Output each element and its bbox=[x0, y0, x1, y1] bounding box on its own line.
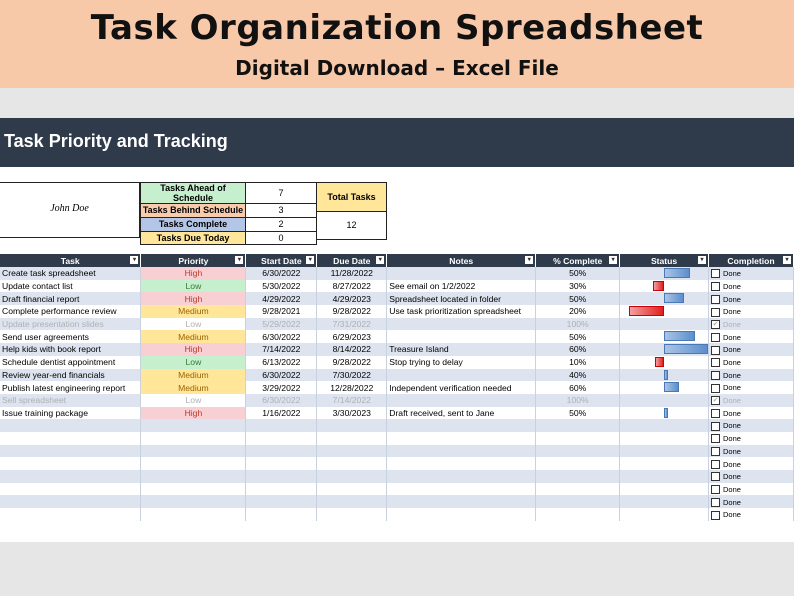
done-checkbox[interactable] bbox=[711, 472, 720, 481]
priority-cell[interactable] bbox=[141, 432, 246, 445]
start-date[interactable] bbox=[246, 508, 317, 521]
priority-cell[interactable]: Low bbox=[141, 394, 246, 407]
summary-label: Tasks Due Today bbox=[141, 231, 246, 245]
done-checkbox[interactable]: ✔ bbox=[712, 321, 719, 329]
column-header-label: Due Date bbox=[333, 255, 371, 266]
priority-cell[interactable]: Medium bbox=[141, 381, 246, 394]
notes-cell[interactable] bbox=[387, 508, 536, 521]
status-bar-cell bbox=[620, 394, 709, 407]
task-name[interactable]: Help kids with book report bbox=[0, 343, 141, 356]
start-date[interactable]: 6/30/2022 bbox=[246, 369, 317, 382]
priority-cell[interactable]: High bbox=[141, 407, 246, 420]
percent-complete[interactable]: 40% bbox=[536, 369, 620, 382]
status-bar-cell bbox=[620, 407, 709, 420]
start-date[interactable]: 6/30/2022 bbox=[246, 330, 317, 343]
done-checkbox[interactable] bbox=[711, 434, 720, 443]
notes-cell[interactable] bbox=[387, 470, 536, 483]
column-header-label: Notes bbox=[449, 255, 474, 266]
status-bar bbox=[664, 268, 690, 278]
promo-banner bbox=[0, 0, 794, 88]
done-checkbox[interactable] bbox=[711, 511, 720, 520]
completion-cell[interactable] bbox=[709, 330, 794, 343]
notes-cell[interactable]: Independent verification needed bbox=[387, 381, 536, 394]
task-row bbox=[0, 508, 794, 521]
start-date[interactable]: 6/13/2022 bbox=[246, 356, 317, 369]
summary-value[interactable]: 0 bbox=[246, 231, 317, 245]
due-date[interactable]: 8/14/2022 bbox=[317, 343, 387, 356]
notes-cell[interactable] bbox=[387, 318, 536, 331]
done-label: Done bbox=[723, 358, 741, 368]
task-table bbox=[0, 254, 794, 521]
notes-cell[interactable] bbox=[387, 432, 536, 445]
completion-cell[interactable] bbox=[709, 356, 794, 369]
percent-complete[interactable] bbox=[536, 457, 620, 470]
done-checkbox[interactable] bbox=[711, 409, 720, 418]
task-name[interactable]: Sell spreadsheet bbox=[0, 394, 141, 407]
due-date[interactable]: 8/27/2022 bbox=[317, 280, 387, 293]
due-date[interactable]: 6/29/2023 bbox=[317, 330, 387, 343]
due-date[interactable] bbox=[317, 495, 387, 508]
task-row bbox=[0, 330, 794, 343]
status-bar-cell bbox=[620, 267, 709, 280]
priority-cell[interactable] bbox=[141, 508, 246, 521]
due-date[interactable] bbox=[317, 508, 387, 521]
due-date[interactable] bbox=[317, 483, 387, 496]
status-bar bbox=[664, 370, 668, 380]
notes-cell[interactable] bbox=[387, 445, 536, 458]
summary-table bbox=[140, 182, 317, 245]
completion-cell[interactable] bbox=[709, 419, 794, 432]
summary-row bbox=[141, 231, 317, 245]
done-label: Done bbox=[723, 459, 741, 469]
percent-complete[interactable]: 100% bbox=[536, 318, 620, 331]
done-label: Done bbox=[723, 383, 741, 393]
summary-row bbox=[141, 217, 317, 231]
status-bar bbox=[629, 306, 664, 316]
start-date[interactable]: 7/14/2022 bbox=[246, 343, 317, 356]
status-bar-cell[interactable] bbox=[620, 483, 709, 496]
priority-cell[interactable]: High bbox=[141, 343, 246, 356]
done-label: Done bbox=[723, 421, 741, 431]
task-row bbox=[0, 419, 794, 432]
summary-value[interactable]: 2 bbox=[246, 217, 317, 231]
task-row bbox=[0, 394, 794, 407]
owner-cell[interactable] bbox=[0, 182, 140, 238]
percent-complete[interactable] bbox=[536, 445, 620, 458]
status-bar bbox=[664, 331, 695, 341]
priority-cell[interactable]: High bbox=[141, 292, 246, 305]
task-name[interactable]: Issue training package bbox=[0, 407, 141, 420]
done-checkbox[interactable]: ✔ bbox=[712, 397, 719, 405]
notes-cell[interactable]: See email on 1/2/2022 bbox=[387, 280, 536, 293]
completion-cell[interactable] bbox=[709, 280, 794, 293]
task-name[interactable] bbox=[0, 508, 141, 521]
due-date[interactable] bbox=[317, 457, 387, 470]
task-name[interactable] bbox=[0, 495, 141, 508]
column-header[interactable] bbox=[536, 254, 620, 267]
done-label: Done bbox=[723, 510, 741, 520]
filter-dropdown-icon[interactable]: ▾ bbox=[130, 256, 138, 264]
due-date[interactable] bbox=[317, 470, 387, 483]
column-header[interactable] bbox=[317, 254, 387, 267]
column-header-label: Task bbox=[60, 255, 80, 266]
completion-cell[interactable] bbox=[709, 318, 794, 331]
notes-cell[interactable]: Treasure Island bbox=[387, 343, 536, 356]
start-date[interactable]: 4/29/2022 bbox=[246, 292, 317, 305]
status-bar-cell bbox=[620, 343, 709, 356]
column-header-label: Completion bbox=[727, 255, 775, 266]
completion-cell[interactable] bbox=[709, 343, 794, 356]
status-bar-cell bbox=[620, 381, 709, 394]
priority-cell[interactable] bbox=[141, 419, 246, 432]
status-bar-cell bbox=[620, 330, 709, 343]
done-checkbox[interactable] bbox=[711, 358, 720, 367]
completion-cell[interactable] bbox=[709, 381, 794, 394]
column-header-label: Priority bbox=[178, 255, 209, 266]
done-checkbox[interactable] bbox=[711, 282, 720, 291]
task-row bbox=[0, 445, 794, 458]
completion-cell[interactable] bbox=[709, 432, 794, 445]
done-label: Done bbox=[723, 396, 741, 406]
percent-complete[interactable]: 50% bbox=[536, 330, 620, 343]
status-bar-cell[interactable] bbox=[620, 508, 709, 521]
task-name[interactable]: Review year-end financials bbox=[0, 369, 141, 382]
start-date[interactable] bbox=[246, 495, 317, 508]
priority-cell[interactable] bbox=[141, 457, 246, 470]
due-date[interactable]: 7/14/2022 bbox=[317, 394, 387, 407]
task-row bbox=[0, 483, 794, 496]
done-label: Done bbox=[723, 320, 741, 330]
spreadsheet bbox=[0, 118, 794, 542]
notes-cell[interactable] bbox=[387, 369, 536, 382]
completion-cell[interactable] bbox=[709, 483, 794, 496]
task-name[interactable]: Publish latest engineering report bbox=[0, 381, 141, 394]
done-checkbox[interactable] bbox=[711, 460, 720, 469]
done-label: Done bbox=[723, 447, 741, 457]
start-date[interactable]: 6/30/2022 bbox=[246, 394, 317, 407]
due-date[interactable]: 9/28/2022 bbox=[317, 305, 387, 318]
done-checkbox[interactable] bbox=[711, 269, 720, 278]
priority-cell[interactable]: Medium bbox=[141, 305, 246, 318]
notes-cell[interactable] bbox=[387, 419, 536, 432]
notes-cell[interactable]: Spreadsheet located in folder bbox=[387, 292, 536, 305]
due-date[interactable] bbox=[317, 432, 387, 445]
start-date[interactable] bbox=[246, 470, 317, 483]
notes-cell[interactable] bbox=[387, 495, 536, 508]
task-row bbox=[0, 292, 794, 305]
column-header[interactable] bbox=[387, 254, 536, 267]
filter-dropdown-icon[interactable]: ▾ bbox=[235, 256, 243, 264]
sheet-title-bar bbox=[0, 118, 794, 167]
due-date[interactable]: 3/30/2023 bbox=[317, 407, 387, 420]
percent-complete[interactable] bbox=[536, 508, 620, 521]
start-date[interactable] bbox=[246, 457, 317, 470]
task-row bbox=[0, 369, 794, 382]
completion-cell[interactable] bbox=[709, 292, 794, 305]
notes-cell[interactable]: Draft received, sent to Jane bbox=[387, 407, 536, 420]
task-name[interactable] bbox=[0, 483, 141, 496]
task-name[interactable]: Send user agreements bbox=[0, 330, 141, 343]
filter-dropdown-icon[interactable]: ▾ bbox=[783, 256, 791, 264]
summary-value[interactable]: 7 bbox=[246, 183, 317, 204]
start-date[interactable]: 1/16/2022 bbox=[246, 407, 317, 420]
start-date[interactable] bbox=[246, 432, 317, 445]
due-date[interactable]: 7/31/2022 bbox=[317, 318, 387, 331]
done-checkbox[interactable] bbox=[711, 485, 720, 494]
status-bar bbox=[664, 408, 668, 418]
task-name[interactable] bbox=[0, 419, 141, 432]
done-label: Done bbox=[723, 370, 741, 380]
priority-cell[interactable] bbox=[141, 483, 246, 496]
done-checkbox[interactable] bbox=[711, 384, 720, 393]
priority-cell[interactable]: Low bbox=[141, 280, 246, 293]
owner-name: John Doe bbox=[50, 203, 89, 214]
percent-complete[interactable] bbox=[536, 419, 620, 432]
start-date[interactable]: 5/29/2022 bbox=[246, 318, 317, 331]
column-header[interactable] bbox=[246, 254, 317, 267]
priority-cell[interactable] bbox=[141, 470, 246, 483]
summary-row bbox=[141, 183, 317, 204]
priority-cell[interactable]: Medium bbox=[141, 330, 246, 343]
notes-cell[interactable]: Use task prioritization spreadsheet bbox=[387, 305, 536, 318]
status-bar-cell bbox=[620, 318, 709, 331]
task-name[interactable]: Draft financial report bbox=[0, 292, 141, 305]
notes-cell[interactable] bbox=[387, 330, 536, 343]
done-checkbox[interactable] bbox=[711, 295, 720, 304]
filter-dropdown-icon[interactable]: ▾ bbox=[609, 256, 617, 264]
banner-title: Task Organization Spreadsheet bbox=[90, 8, 704, 48]
notes-cell[interactable]: Stop trying to delay bbox=[387, 356, 536, 369]
done-label: Done bbox=[723, 434, 741, 444]
percent-complete[interactable] bbox=[536, 495, 620, 508]
done-label: Done bbox=[723, 497, 741, 507]
percent-complete[interactable]: 60% bbox=[536, 343, 620, 356]
notes-cell[interactable] bbox=[387, 457, 536, 470]
filter-dropdown-icon[interactable]: ▾ bbox=[376, 256, 384, 264]
percent-complete[interactable]: 50% bbox=[536, 292, 620, 305]
status-bar-cell[interactable] bbox=[620, 470, 709, 483]
percent-complete[interactable]: 20% bbox=[536, 305, 620, 318]
status-bar-cell[interactable] bbox=[620, 432, 709, 445]
task-name[interactable] bbox=[0, 457, 141, 470]
priority-cell[interactable]: Low bbox=[141, 356, 246, 369]
task-row bbox=[0, 280, 794, 293]
task-row bbox=[0, 356, 794, 369]
completion-cell[interactable] bbox=[709, 508, 794, 521]
completion-cell[interactable] bbox=[709, 445, 794, 458]
summary-label: Tasks Behind Schedule bbox=[141, 204, 246, 218]
done-checkbox[interactable] bbox=[711, 422, 720, 431]
priority-cell[interactable] bbox=[141, 445, 246, 458]
done-checkbox[interactable] bbox=[711, 346, 720, 355]
priority-cell[interactable]: Medium bbox=[141, 369, 246, 382]
done-label: Done bbox=[723, 332, 741, 342]
task-row bbox=[0, 457, 794, 470]
completion-cell[interactable] bbox=[709, 470, 794, 483]
status-bar bbox=[653, 281, 664, 291]
priority-cell[interactable]: Low bbox=[141, 318, 246, 331]
due-date[interactable] bbox=[317, 445, 387, 458]
task-name[interactable]: Create task spreadsheet bbox=[0, 267, 141, 280]
percent-complete[interactable]: 30% bbox=[536, 280, 620, 293]
summary-label: Tasks Complete bbox=[141, 217, 246, 231]
status-bar-cell bbox=[620, 292, 709, 305]
due-date[interactable]: 12/28/2022 bbox=[317, 381, 387, 394]
status-bar bbox=[655, 357, 664, 367]
task-row bbox=[0, 343, 794, 356]
task-row bbox=[0, 305, 794, 318]
notes-cell[interactable] bbox=[387, 483, 536, 496]
summary-value[interactable]: 3 bbox=[246, 204, 317, 218]
done-checkbox[interactable] bbox=[711, 308, 720, 317]
completion-cell[interactable] bbox=[709, 407, 794, 420]
task-row bbox=[0, 381, 794, 394]
notes-cell[interactable] bbox=[387, 267, 536, 280]
filter-dropdown-icon[interactable]: ▾ bbox=[306, 256, 314, 264]
task-row bbox=[0, 407, 794, 420]
completion-cell[interactable] bbox=[709, 495, 794, 508]
status-bar bbox=[664, 293, 684, 303]
column-header[interactable] bbox=[0, 254, 141, 267]
percent-complete[interactable]: 50% bbox=[536, 407, 620, 420]
due-date[interactable]: 11/28/2022 bbox=[317, 267, 387, 280]
completion-cell[interactable] bbox=[709, 305, 794, 318]
priority-cell[interactable] bbox=[141, 495, 246, 508]
status-bar bbox=[664, 382, 679, 392]
due-date[interactable]: 9/28/2022 bbox=[317, 356, 387, 369]
completion-cell[interactable] bbox=[709, 394, 794, 407]
done-checkbox[interactable] bbox=[711, 371, 720, 380]
completion-cell[interactable] bbox=[709, 369, 794, 382]
task-row bbox=[0, 495, 794, 508]
done-label: Done bbox=[723, 472, 741, 482]
percent-complete[interactable]: 60% bbox=[536, 381, 620, 394]
percent-complete[interactable] bbox=[536, 470, 620, 483]
percent-complete[interactable] bbox=[536, 432, 620, 445]
task-row bbox=[0, 267, 794, 280]
task-name[interactable] bbox=[0, 470, 141, 483]
status-bar-cell bbox=[620, 305, 709, 318]
done-checkbox[interactable] bbox=[711, 498, 720, 507]
column-header-label: Status bbox=[650, 255, 678, 266]
summary-row bbox=[141, 204, 317, 218]
start-date[interactable] bbox=[246, 445, 317, 458]
column-header-label: Start Date bbox=[261, 255, 302, 266]
start-date[interactable]: 9/28/2021 bbox=[246, 305, 317, 318]
status-bar-cell bbox=[620, 280, 709, 293]
task-row bbox=[0, 318, 794, 331]
status-bar-cell[interactable] bbox=[620, 457, 709, 470]
done-label: Done bbox=[723, 294, 741, 304]
due-date[interactable]: 4/29/2023 bbox=[317, 292, 387, 305]
status-bar-cell[interactable] bbox=[620, 445, 709, 458]
completion-cell[interactable] bbox=[709, 267, 794, 280]
start-date[interactable] bbox=[246, 483, 317, 496]
summary-label: Tasks Ahead of Schedule bbox=[141, 183, 246, 204]
column-header[interactable] bbox=[709, 254, 794, 267]
done-checkbox[interactable] bbox=[711, 447, 720, 456]
due-date[interactable] bbox=[317, 419, 387, 432]
column-header[interactable] bbox=[620, 254, 709, 267]
done-checkbox[interactable] bbox=[711, 333, 720, 342]
percent-complete[interactable] bbox=[536, 483, 620, 496]
percent-complete[interactable]: 10% bbox=[536, 356, 620, 369]
percent-complete[interactable]: 100% bbox=[536, 394, 620, 407]
done-label: Done bbox=[723, 282, 741, 292]
priority-cell[interactable]: High bbox=[141, 267, 246, 280]
sheet-title: Task Priority and Tracking bbox=[4, 131, 228, 151]
percent-complete[interactable]: 50% bbox=[536, 267, 620, 280]
filter-dropdown-icon[interactable]: ▾ bbox=[698, 256, 706, 264]
column-header-label: % Complete bbox=[553, 255, 603, 266]
status-bar-cell[interactable] bbox=[620, 495, 709, 508]
task-name[interactable] bbox=[0, 432, 141, 445]
status-bar-cell bbox=[620, 356, 709, 369]
start-date[interactable] bbox=[246, 419, 317, 432]
notes-cell[interactable] bbox=[387, 394, 536, 407]
start-date[interactable]: 3/29/2022 bbox=[246, 381, 317, 394]
task-row bbox=[0, 470, 794, 483]
completion-cell[interactable] bbox=[709, 457, 794, 470]
task-name[interactable]: Schedule dentist appointment bbox=[0, 356, 141, 369]
task-name[interactable]: Update presentation slides bbox=[0, 318, 141, 331]
task-name[interactable]: Update contact list bbox=[0, 280, 141, 293]
task-name[interactable]: Complete performance review bbox=[0, 305, 141, 318]
task-row bbox=[0, 432, 794, 445]
total-tasks-label: Total Tasks bbox=[317, 183, 386, 212]
start-date[interactable]: 5/30/2022 bbox=[246, 280, 317, 293]
status-bar bbox=[664, 344, 708, 354]
done-label: Done bbox=[723, 409, 741, 419]
done-label: Done bbox=[723, 307, 741, 317]
due-date[interactable]: 7/30/2022 bbox=[317, 369, 387, 382]
done-label: Done bbox=[723, 485, 741, 495]
total-tasks-box bbox=[316, 182, 387, 240]
total-tasks-value[interactable]: 12 bbox=[346, 220, 357, 230]
banner-subtitle: Digital Download – Excel File bbox=[235, 56, 559, 80]
status-bar-cell[interactable] bbox=[620, 419, 709, 432]
start-date[interactable]: 6/30/2022 bbox=[246, 267, 317, 280]
task-name[interactable] bbox=[0, 445, 141, 458]
filter-dropdown-icon[interactable]: ▾ bbox=[525, 256, 533, 264]
done-label: Done bbox=[723, 269, 741, 279]
done-label: Done bbox=[723, 345, 741, 355]
status-bar-cell bbox=[620, 369, 709, 382]
column-header[interactable] bbox=[141, 254, 246, 267]
